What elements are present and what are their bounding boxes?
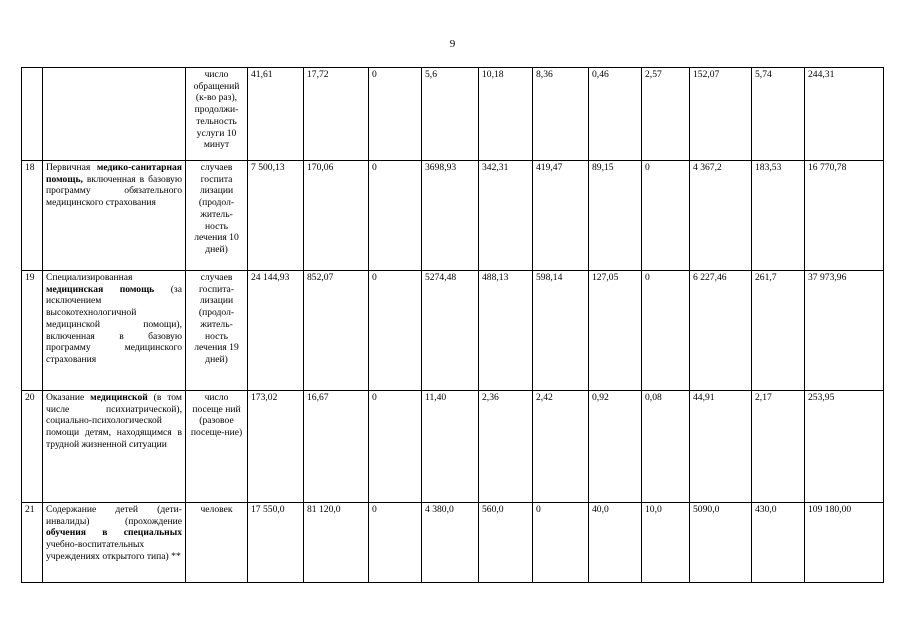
value-cell: 0 bbox=[369, 271, 422, 391]
value-cell: 7 500,13 bbox=[248, 161, 304, 271]
unit-of-measure: число обращений (к-во раз), продолжи-тельность услуги 10 минут bbox=[186, 68, 248, 161]
value-cell: 2,57 bbox=[642, 68, 690, 161]
row-number: 21 bbox=[22, 503, 43, 583]
value-cell: 560,0 bbox=[479, 503, 533, 583]
value-cell: 0 bbox=[369, 161, 422, 271]
table-body bbox=[22, 68, 884, 583]
value-cell: 598,14 bbox=[533, 271, 589, 391]
row-number: 20 bbox=[22, 391, 43, 503]
service-name-part: Содержание детей (дети-инвалиды) (прохождение bbox=[46, 504, 182, 527]
value-cell: 0 bbox=[533, 503, 589, 583]
value-cell: 40,0 bbox=[589, 503, 642, 583]
value-cell: 127,05 bbox=[589, 271, 642, 391]
value-cell: 244,31 bbox=[805, 68, 884, 161]
value-cell: 11,40 bbox=[422, 391, 479, 503]
row-number: 19 bbox=[22, 271, 43, 391]
cost-table bbox=[21, 67, 884, 583]
value-cell: 89,15 bbox=[589, 161, 642, 271]
table-row bbox=[22, 391, 884, 503]
value-cell: 0 bbox=[369, 68, 422, 161]
unit-of-measure: случаев госпита лизации (продол-житель-ность лечения 10 дней) bbox=[186, 161, 248, 271]
service-name-part: Оказание bbox=[46, 392, 91, 403]
value-cell: 170,06 bbox=[304, 161, 369, 271]
service-name bbox=[43, 271, 186, 391]
service-name-part: учебно-воспитательных учреждениях открытого типа) ** bbox=[46, 539, 181, 562]
service-name bbox=[43, 161, 186, 271]
value-cell: 342,31 bbox=[479, 161, 533, 271]
value-cell: 41,61 bbox=[248, 68, 304, 161]
value-cell: 6 227,46 bbox=[690, 271, 752, 391]
value-cell: 0 bbox=[369, 391, 422, 503]
value-cell: 0 bbox=[369, 503, 422, 583]
value-cell: 37 973,96 bbox=[805, 271, 884, 391]
value-cell: 4 380,0 bbox=[422, 503, 479, 583]
value-cell: 852,07 bbox=[304, 271, 369, 391]
value-cell: 152,07 bbox=[690, 68, 752, 161]
table-row bbox=[22, 271, 884, 391]
unit-of-measure: случаев госпита-лизации (продол-житель-ность лечения 19 дней) bbox=[186, 271, 248, 391]
value-cell: 261,7 bbox=[752, 271, 805, 391]
service-name-part: (за исключением высокотехнологичной медицинской помощи), включенная в базовую программу медицинского страхования bbox=[46, 283, 182, 365]
value-cell: 430,0 bbox=[752, 503, 805, 583]
value-cell: 488,13 bbox=[479, 271, 533, 391]
page-number: 9 bbox=[449, 38, 456, 50]
value-cell: 0,08 bbox=[642, 391, 690, 503]
value-cell: 2,36 bbox=[479, 391, 533, 503]
row-number bbox=[22, 68, 43, 161]
service-name-part: Первичная bbox=[46, 162, 97, 173]
service-name-part: включенная в базовую программу обязательного медицинского страхования bbox=[46, 173, 182, 209]
service-name-part: Специализированная bbox=[46, 272, 133, 283]
row-number: 18 bbox=[22, 161, 43, 271]
value-cell: 5,74 bbox=[752, 68, 805, 161]
table-row bbox=[22, 68, 884, 161]
service-name bbox=[43, 391, 186, 503]
value-cell: 17,72 bbox=[304, 68, 369, 161]
service-name-part: обучения в специальных bbox=[46, 527, 182, 539]
value-cell: 17 550,0 bbox=[248, 503, 304, 583]
service-name-part: медико-санитарная помощь, bbox=[46, 162, 182, 185]
value-cell: 2,42 bbox=[533, 391, 589, 503]
service-name bbox=[43, 503, 186, 583]
value-cell: 24 144,93 bbox=[248, 271, 304, 391]
service-name-part: медицинской bbox=[90, 392, 148, 403]
value-cell: 0,92 bbox=[589, 391, 642, 503]
unit-of-measure: число посеще ний (разовое посеще-ние) bbox=[186, 391, 248, 503]
value-cell: 109 180,00 bbox=[805, 503, 884, 583]
value-cell: 10,18 bbox=[479, 68, 533, 161]
value-cell: 0 bbox=[642, 271, 690, 391]
service-name-part: (в том числе психиатрической), социально-психологической помощи детям, находящимся в трудной жизненной ситуации bbox=[46, 392, 182, 450]
value-cell: 3698,93 bbox=[422, 161, 479, 271]
value-cell: 173,02 bbox=[248, 391, 304, 503]
value-cell: 5274,48 bbox=[422, 271, 479, 391]
value-cell: 4 367,2 bbox=[690, 161, 752, 271]
table-row bbox=[22, 161, 884, 271]
service-name-part: медицинская помощь bbox=[46, 283, 155, 295]
table-row bbox=[22, 503, 884, 583]
value-cell: 419,47 bbox=[533, 161, 589, 271]
value-cell: 2,17 bbox=[752, 391, 805, 503]
unit-of-measure: человек bbox=[186, 503, 248, 583]
value-cell: 16,67 bbox=[304, 391, 369, 503]
value-cell: 16 770,78 bbox=[805, 161, 884, 271]
value-cell: 5,6 bbox=[422, 68, 479, 161]
value-cell: 0,46 bbox=[589, 68, 642, 161]
value-cell: 0 bbox=[642, 161, 690, 271]
value-cell: 8,36 bbox=[533, 68, 589, 161]
value-cell: 183,53 bbox=[752, 161, 805, 271]
value-cell: 5090,0 bbox=[690, 503, 752, 583]
value-cell: 253,95 bbox=[805, 391, 884, 503]
value-cell: 44,91 bbox=[690, 391, 752, 503]
value-cell: 81 120,0 bbox=[304, 503, 369, 583]
value-cell: 10,0 bbox=[642, 503, 690, 583]
service-name bbox=[43, 68, 186, 161]
